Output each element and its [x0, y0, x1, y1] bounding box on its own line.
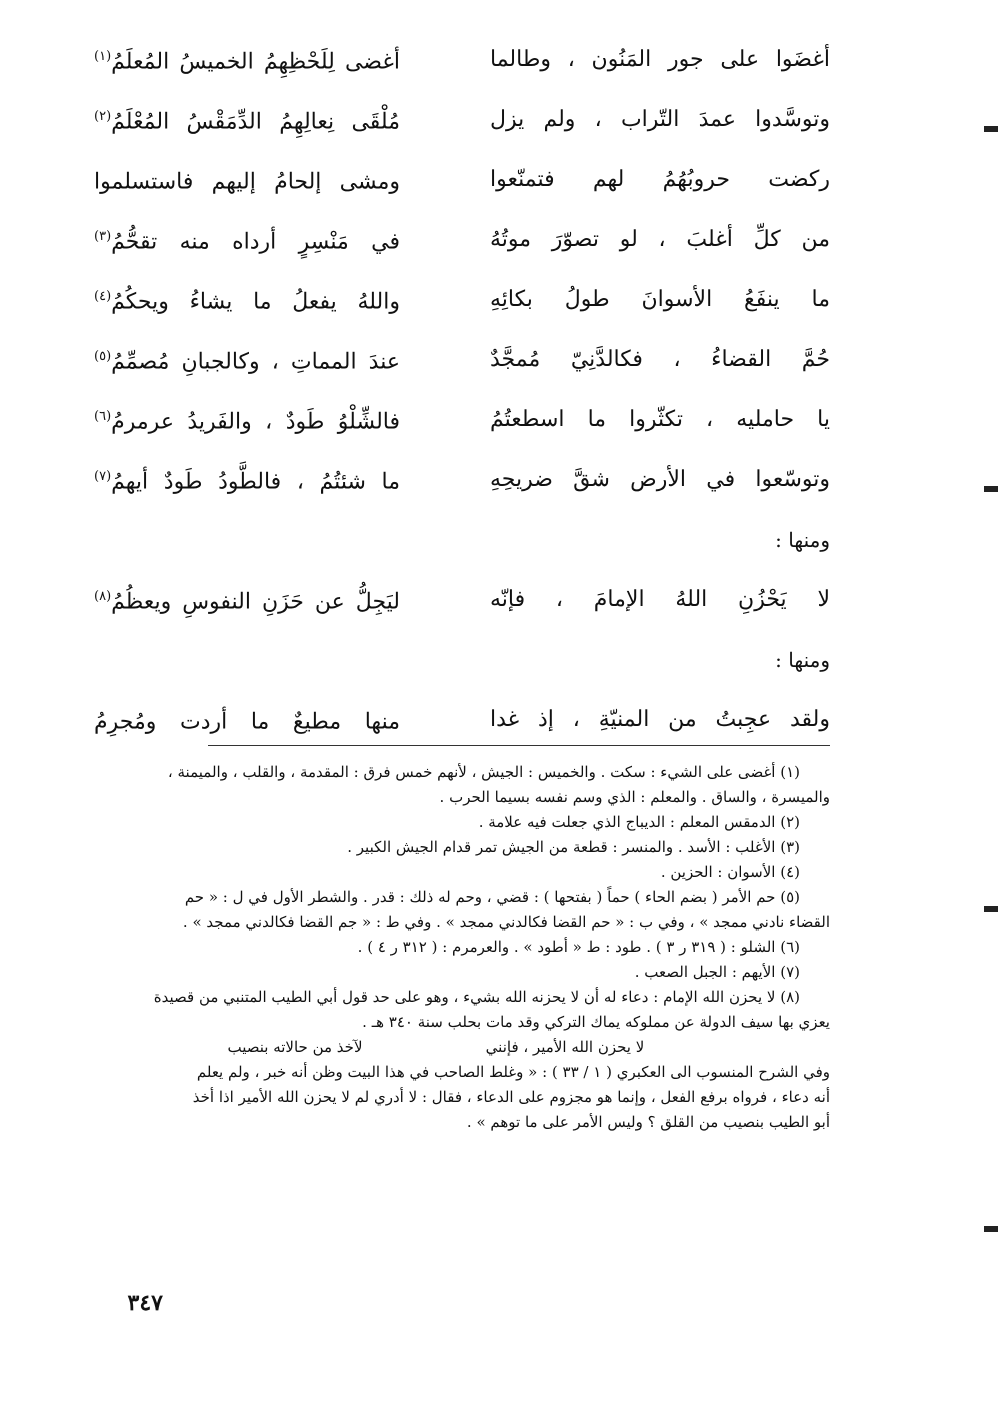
- second-hemistich-text: في مَنْسِرٍ أرداه منه تقحُّمُ: [111, 229, 400, 255]
- poem-couplet: [94, 90, 830, 150]
- second-hemistich-text: ما شئتُمُ ، فالطَّودُ طَودٌ أيهمُ: [111, 469, 400, 495]
- margin-mark: [984, 486, 998, 492]
- first-hemistich: لا يَحْزُنِ اللهُ الإمامَ ، فإنّه: [490, 587, 830, 612]
- first-hemistich: حُمَّ القضاءُ ، فكالدَّنِيّ مُمجَّدٌ: [490, 347, 830, 372]
- quoted-verse-first: لا يحزن الله الأمير ، فإنني: [485, 1038, 645, 1056]
- footnote-line: أبو الطيب بنصيب من القلق ؟ وليس الأمر على ما توهم » .: [466, 1113, 830, 1131]
- page-number: ٣٤٧: [127, 1290, 163, 1316]
- first-hemistich: من كلِّ أغلبَ ، لو تصوّرَ موتُهُ: [490, 227, 830, 252]
- footnote-marker: (١): [94, 49, 112, 65]
- second-hemistich-text: منها مطيعٌ ما أردت ومُجرِمُ: [94, 709, 400, 735]
- footnote-line: (٨) لا يحزن الله الإمام : دعاء له أن لا يحزنه الله بشيء ، وهو على حد قول أبي الطيب المتنبي من قصيدة: [153, 988, 800, 1006]
- footnote-line: (٣) الأغلب : الأسد . والمنسر : قطعة من الجيش تمر قدام الجيش الكبير .: [347, 838, 800, 856]
- first-hemistich: ما ينفَعُ الأسوانَ طولُ بكائِهِ: [490, 287, 830, 312]
- second-hemistich: [94, 87, 400, 152]
- poem-block: [94, 30, 830, 750]
- second-hemistich-text: أغضى لِلَحْظِهِمُ الخميسُ المُعلَمُ: [111, 49, 400, 75]
- margin-mark: [984, 906, 998, 912]
- footnote-line: (٤) الأسوان : الحزين .: [660, 863, 800, 881]
- first-hemistich: ركضت حروبُهُمُ لهم فتمنّعوا: [490, 167, 830, 192]
- footnote-line: وفي الشرح المنسوب الى العكبري ( ١ / ٣٣ ) : « وغلط الصاحب في هذا البيت وظن أنه خبر ، ولم يعلم: [196, 1063, 830, 1081]
- first-hemistich: وتوسَّدوا عمدَ التّراب ، ولم يزل: [490, 107, 830, 132]
- footnote-marker: (٢): [94, 109, 112, 125]
- footnote-marker: (٥): [94, 349, 112, 365]
- footnote-line: (٢) الدمقس المعلم : الديباج الذي جعلت فيه علامة .: [478, 813, 800, 831]
- footnote-line: (١) أغضى على الشيء : سكت . والخميس : الجيش ، لأنهم خمس فرق : المقدمة ، والقلب ، والميمنة ،: [167, 763, 800, 781]
- footnote-line: والميسرة ، والساق . والمعلم : الذي وسم نفسه بسيما الحرب .: [439, 788, 830, 806]
- second-hemistich: [94, 447, 400, 512]
- footnotes-block: [94, 760, 830, 1135]
- footnote-marker: (٤): [94, 289, 112, 305]
- first-hemistich: أغضَوا على جور المَنُون ، وطالما: [490, 47, 830, 72]
- poem-couplet: [94, 570, 830, 630]
- poem-couplet: [94, 210, 830, 270]
- poem-couplet: [94, 330, 830, 390]
- first-hemistich: ولقد عجِبتُ من المنيّةِ ، إذ غدا: [490, 707, 830, 732]
- footnote-marker: (٧): [94, 469, 112, 485]
- second-hemistich-text: ليَجِلُّ عن حَزَنِ النفوسِ ويعظُمُ: [111, 589, 400, 615]
- footnote-marker: (٣): [94, 229, 112, 245]
- second-hemistich: [94, 147, 400, 212]
- footnote-line: أنه دعاء ، فرواه برفع الفعل ، وإنما هو مجزوم على الدعاء ، فقال : لا أدري لم لا يحزن الله الأمير اذا أخذ: [192, 1088, 830, 1106]
- second-hemistich-text: مُلْقَى نِعالِهِمُ الدِّمَقْسُ المُعْلَمُ: [111, 109, 400, 135]
- footnote-marker: (٦): [94, 409, 112, 425]
- margin-mark: [984, 1226, 998, 1232]
- second-hemistich: [94, 687, 400, 752]
- footnote-line: (٦) الشلو : ( ٣١٩ ر ٣ ) . طود : ط « أطود » . والعرمرم : ( ٣١٢ ر ٤ ) .: [357, 938, 800, 956]
- second-hemistich: [94, 327, 400, 392]
- second-hemistich: [94, 27, 400, 92]
- poem-couplet: [94, 30, 830, 90]
- quoted-verse: [94, 1035, 830, 1060]
- second-hemistich: [94, 207, 400, 272]
- second-hemistich: [94, 567, 400, 632]
- poem-couplet: [94, 150, 830, 210]
- footnote-line: (٧) الأيهم : الجبل الصعب .: [634, 963, 800, 981]
- poem-couplet: [94, 450, 830, 510]
- poem-couplet: [94, 270, 830, 330]
- footnote-line: يعزي بها سيف الدولة عن مملوكه يماك التركي وقد مات بحلب سنة ٣٤٠ هـ .: [362, 1013, 830, 1031]
- footnote-divider: [208, 745, 830, 746]
- second-hemistich-text: فالشِّلْوُ طَودٌ ، والفَريدُ عرمرمُ: [111, 409, 400, 435]
- section-intro: ومنها :: [775, 648, 830, 672]
- second-hemistich-text: واللهُ يفعلُ ما يشاءُ ويحكُمُ: [111, 289, 400, 315]
- second-hemistich-text: عندَ المماتِ ، وكالجبانِ مُصمِّمُ: [111, 349, 400, 375]
- footnote-marker: (٨): [94, 589, 112, 605]
- footnote-line: (٥) حم الأمر ( بضم الحاء ) حماً ( بفتحها ) : قضي ، وحم له ذلك : قدر . والشطر الأول في ل : « حم: [184, 888, 800, 906]
- poem-couplet: [94, 390, 830, 450]
- second-hemistich-text: ومشى إلحامُ إليهم فاستسلموا: [94, 169, 400, 195]
- first-hemistich: وتوسّعوا في الأرض شقَّ ضريحِهِ: [490, 467, 830, 492]
- second-hemistich: [94, 387, 400, 452]
- footnote-line: القضاء نادني ممجد » ، وفي ب : « حم القضا فكالدني ممجد » . وفي ط : « جم القضا فكالدني ممجد » .: [182, 913, 830, 931]
- section-intro: ومنها :: [775, 528, 830, 552]
- margin-mark: [984, 126, 998, 132]
- first-hemistich: يا حامليه ، تكثّروا ما اسطعتُمُ: [490, 407, 830, 432]
- second-hemistich: [94, 267, 400, 332]
- quoted-verse-second: لآخذ من حالاته بنصيب: [227, 1038, 363, 1056]
- poem-couplet: [94, 690, 830, 750]
